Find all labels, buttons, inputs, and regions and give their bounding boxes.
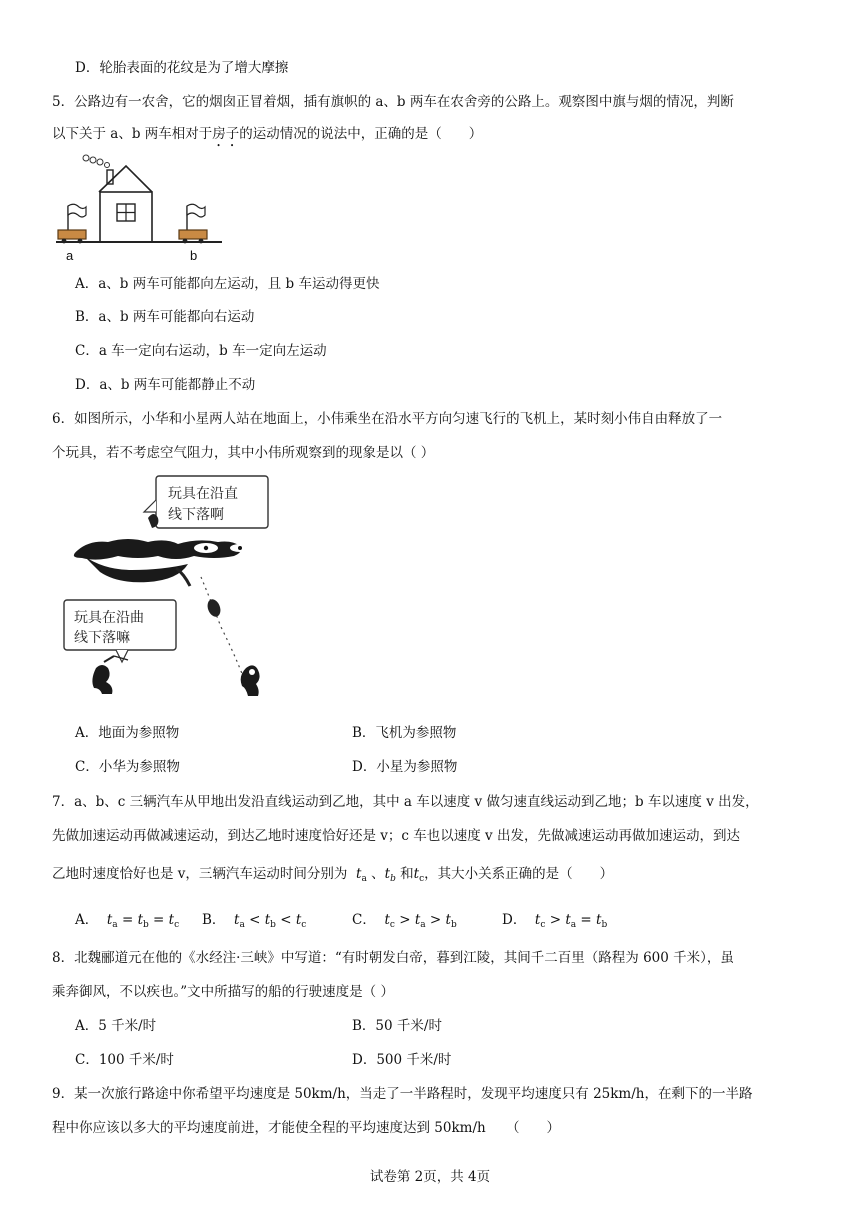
q6-stem-line1: 6．如图所示，小华和小星两人站在地面上，小伟乘坐在沿水平方向匀速飞行的飞机上，某时刻小伟自由释放了一 xyxy=(52,411,723,427)
q7-stem-line2: 先做加速运动再做减速运动，到达乙地时速度恰好还是 v；c 车也以速度 v 出发，先做减速运动再做加速运动，到达 xyxy=(52,828,740,844)
q6-figure xyxy=(56,472,286,712)
q7-option-c: C． $t_c > t_a > t_b$ xyxy=(352,912,457,930)
bubble1-line1: 玩具在沿直 xyxy=(168,486,238,502)
bubble2-line1: 玩具在沿曲 xyxy=(74,610,144,626)
bubble1-line2: 线下落啊 xyxy=(168,507,224,523)
q6-option-a: A．地面为参照物 xyxy=(75,725,180,741)
bubble2-line2: 线下落嘛 xyxy=(74,630,130,646)
q4-option-d: D．轮胎表面的花纹是为了增大摩擦 xyxy=(75,60,289,76)
q6-option-b: B．飞机为参照物 xyxy=(352,725,457,741)
q7-option-b: B． $t_a < t_b < t_c$ xyxy=(202,912,307,930)
q9-stem-line1: 9．某一次旅行路途中你希望平均速度是 50km/h，当走了一半路程时，发现平均速度只有 25km/h，在剩下的一半路 xyxy=(52,1086,753,1102)
q5-option-d: D．a、b 两车可能都静止不动 xyxy=(75,377,256,393)
q9-stem-line2: 程中你应该以多大的平均速度前进，才能使全程的平均速度达到 50km/h （ ） xyxy=(52,1120,560,1136)
q6-option-c: C．小华为参照物 xyxy=(75,759,180,775)
q7-option-d: D． $t_c > t_a = t_b$ xyxy=(502,912,608,930)
page-footer: 试卷第 2页，共 4页 xyxy=(369,1169,491,1185)
q8-option-a: A．5 千米/时 xyxy=(75,1018,157,1034)
q8-stem-line1: 8．北魏郦道元在他的《水经注·三峡》中写道：“有时朝发白帝，暮到江陵，其间千二百里（路程为 600 千米），虽 xyxy=(52,950,734,966)
q5-stem-line1: 5．公路边有一农舍，它的烟囱正冒着烟，插有旗帜的 a、b 两车在农舍旁的公路上。观察图中旗与烟的情况，判断 xyxy=(52,94,734,110)
q5-label-b: b xyxy=(190,248,198,263)
q5-option-a: A．a、b 两车可能都向左运动，且 b 车运动得更快 xyxy=(75,276,380,292)
q8-stem-line2: 乘奔御风，不以疾也。”文中所描写的船的行驶速度是（ ） xyxy=(52,984,394,1000)
q5-stem-line2: 以下关于 a、b 两车相对于房子的运动情况的说法中，正确的是（ ） xyxy=(52,126,483,142)
q7-option-a: A． $t_a = t_b = t_c$ xyxy=(75,912,180,930)
q6-stem-line2: 个玩具，若不考虑空气阻力，其中小伟所观察到的现象是以（ ） xyxy=(52,445,435,461)
q7-stem-line3: 乙地时速度恰好也是 v，三辆汽车运动时间分别为 $t_a$ 、$t_b$ 和$t_c$，其大小关系正确的是（ ） xyxy=(52,866,614,884)
q6-option-d: D．小星为参照物 xyxy=(352,759,458,775)
q7-stem-line1: 7．a、b、c 三辆汽车从甲地出发沿直线运动到乙地，其中 a 车以速度 v 做匀速直线运动到乙地；b 车以速度 v 出发， xyxy=(52,794,759,810)
q5-option-b: B．a、b 两车可能都向右运动 xyxy=(75,309,255,325)
q8-option-c: C．100 千米/时 xyxy=(75,1052,174,1068)
q5-figure xyxy=(54,152,224,264)
q8-option-b: B．50 千米/时 xyxy=(352,1018,442,1034)
q5-label-a: a xyxy=(66,248,74,263)
q8-option-d: D．500 千米/时 xyxy=(352,1052,452,1068)
q5-option-c: C．a 车一定向右运动，b 车一定向左运动 xyxy=(75,343,327,359)
